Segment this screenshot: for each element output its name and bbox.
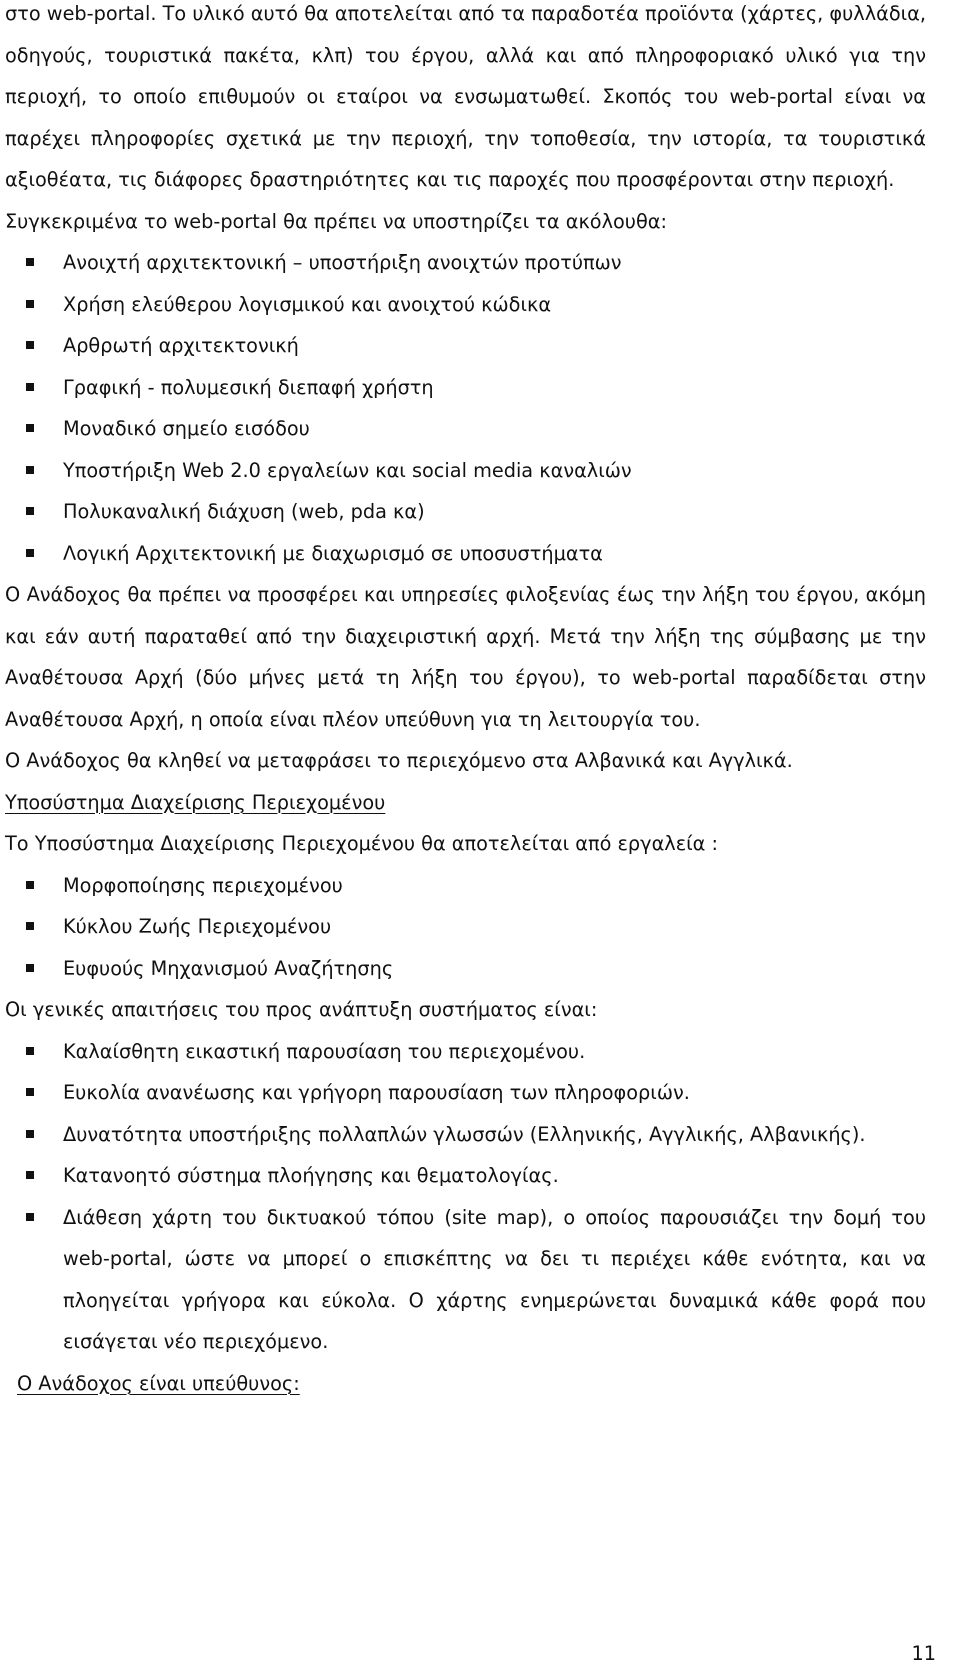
- cms-intro: Το Υποσύστημα Διαχείρισης Περιεχομένου θα αποτελείται από εργαλεία :: [5, 832, 718, 855]
- list-item: Ανοιχτή αρχιτεκτονική – υποστήριξη ανοιχτών προτύπων: [5, 242, 926, 284]
- square-bullet-icon: [26, 424, 34, 432]
- square-bullet-icon: [26, 300, 34, 308]
- square-bullet-icon: [26, 1088, 34, 1096]
- square-bullet-icon: [26, 549, 34, 557]
- list-item: Πολυκαναλική διάχυση (web, pda κα): [5, 491, 926, 533]
- list-item: Ευφυούς Μηχανισμού Αναζήτησης: [5, 948, 926, 990]
- square-bullet-icon: [26, 1213, 34, 1221]
- page-number: 11: [911, 1642, 936, 1665]
- list-item: Αρθρωτή αρχιτεκτονική: [5, 325, 926, 367]
- list-item: Γραφική - πολυμεσική διεπαφή χρήστη: [5, 367, 926, 409]
- list-item: Καλαίσθητη εικαστική παρουσίαση του περιεχομένου.: [5, 1031, 926, 1073]
- cms-heading: [5, 782, 926, 824]
- list-item: Μοναδικό σημείο εισόδου: [5, 408, 926, 450]
- square-bullet-icon: [26, 383, 34, 391]
- cms-heading-text: Υποσύστημα Διαχείρισης Περιεχομένου: [5, 790, 386, 814]
- list-item: Υποστήριξη Web 2.0 εργαλείων και social media καναλιών: [5, 450, 926, 492]
- hosting-paragraph: Ο Ανάδοχος θα πρέπει να προσφέρει και υπηρεσίες φιλοξενίας έως την λήξη του έργου, ακόμη και εάν αυτή παραταθεί από την διαχειριστική αρχή. Μετά την λήξη της σύμβασης με την Αναθέτουσα Αρχή (δύο μήνες μετά τη λήξη του έργου), το web-portal παραδίδεται στην Αναθέτουσα Αρχή, η οποία είναι πλέον υπεύθυνη για τη λειτουργία του.: [5, 583, 926, 731]
- closing-heading-text: Ο Ανάδοχος είναι υπεύθυνος:: [17, 1371, 300, 1395]
- list-item: Λογική Αρχιτεκτονική με διαχωρισμό σε υποσυστήματα: [5, 533, 926, 575]
- square-bullet-icon: [26, 1047, 34, 1055]
- square-bullet-icon: [26, 881, 34, 889]
- square-bullet-icon: [26, 258, 34, 266]
- list-item: Κατανοητό σύστημα πλοήγησης και θεματολογίας.: [5, 1155, 926, 1197]
- list-item: Μορφοποίησης περιεχομένου: [5, 865, 926, 907]
- square-bullet-icon: [26, 507, 34, 515]
- list-item: Χρήση ελεύθερου λογισμικού και ανοιχτού κώδικα: [5, 284, 926, 326]
- square-bullet-icon: [26, 1171, 34, 1179]
- square-bullet-icon: [26, 922, 34, 930]
- general-requirements-list: [5, 1031, 926, 1363]
- cms-tools-list: [5, 865, 926, 990]
- square-bullet-icon: [26, 341, 34, 349]
- list-item: Κύκλου Ζωής Περιεχομένου: [5, 906, 926, 948]
- requirements-list: [5, 242, 926, 574]
- list-item: Διάθεση χάρτη του δικτυακού τόπου (site map), ο οποίος παρουσιάζει την δομή του web-portal, ώστε να μπορεί ο επισκέπτης να δει τι περιέχει κάθε ενότητα, και να πλοηγείται γρήγορα και εύκολα. Ο χάρτης ενημερώνεται δυναμικά κάθε φορά που εισάγεται νέο περιεχόμενο.: [5, 1197, 926, 1363]
- square-bullet-icon: [26, 1130, 34, 1138]
- list-item: Ευκολία ανανέωσης και γρήγορη παρουσίαση των πληροφοριών.: [5, 1072, 926, 1114]
- square-bullet-icon: [26, 964, 34, 972]
- requirements-intro: Συγκεκριμένα το web-portal θα πρέπει να υποστηρίζει τα ακόλουθα:: [5, 209, 667, 233]
- square-bullet-icon: [26, 466, 34, 474]
- translation-paragraph: Ο Ανάδοχος θα κληθεί να μεταφράσει το περιεχόμενο στα Αλβανικά και Αγγλικά.: [5, 749, 793, 772]
- list-item: Δυνατότητα υποστήριξης πολλαπλών γλωσσών (Ελληνικής, Αγγλικής, Αλβανικής).: [5, 1114, 926, 1156]
- intro-paragraph: στο web-portal. Το υλικό αυτό θα αποτελείται από τα παραδοτέα προϊόντα (χάρτες, φυλλάδια, οδηγούς, τουριστικά πακέτα, κλπ) του έργου, αλλά και από πληροφοριακό υλικό για την περιοχή, το οποίο επιθυμούν οι εταίροι να ενσωματωθεί. Σκοπός του web-portal είναι να παρέχει πληροφορίες σχετικά με την περιοχή, την τοποθεσία, την ιστορία, τα τουριστικά αξιοθέατα, τις διάφορες δραστηριότητες και τις παροχές που προσφέρονται στην περιοχή.: [5, 2, 926, 191]
- closing-heading: [17, 1363, 926, 1405]
- general-requirements-intro: Οι γενικές απαιτήσεις του προς ανάπτυξη συστήματος είναι:: [5, 998, 598, 1021]
